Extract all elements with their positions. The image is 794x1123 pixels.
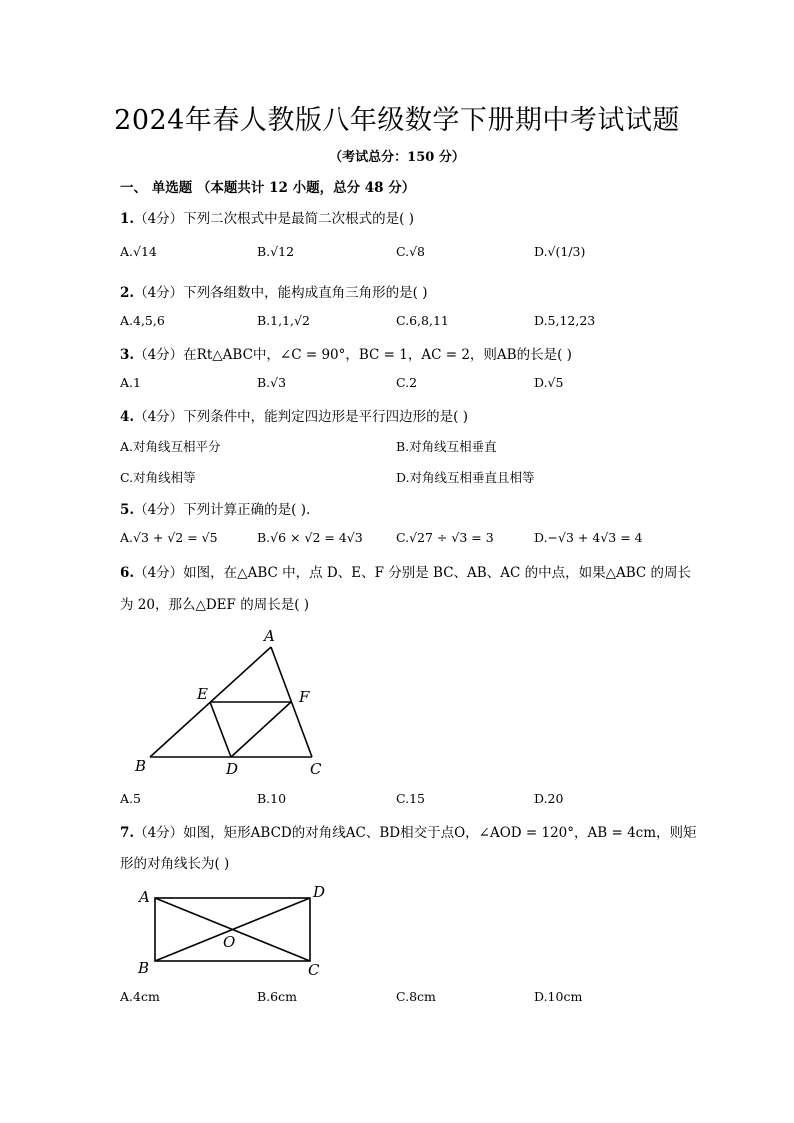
triangle-figure [130, 625, 345, 780]
question-text: （4分）在Rt△ABC中，∠C = 90°，BC = 1，AC = 2，则AB的长是( ) [134, 347, 572, 363]
option-c: C.√27 ÷ √3 = 3 [396, 530, 494, 545]
option-d: D.√(1/3) [534, 244, 586, 259]
question-7 [120, 821, 697, 841]
segment-ed [210, 702, 231, 757]
point-label-b: B [135, 757, 147, 775]
option-a: A.√14 [120, 244, 157, 259]
point-label-o: O [223, 933, 236, 951]
option-a: A.√3 + √2 = √5 [120, 530, 218, 545]
question-3 [120, 343, 572, 363]
option-c: C.对角线相等 [120, 470, 196, 485]
point-label-c: C [310, 760, 322, 778]
point-label-f: F [299, 688, 310, 706]
option-a: A.4cm [120, 989, 160, 1004]
question-text: （4分）如图，在△ABC 中，点 D、E、F 分别是 BC、AB、AC 的中点，如果△ABC 的周长 [134, 565, 691, 581]
point-label-a: A [264, 627, 275, 645]
point-label-a: A [139, 888, 150, 906]
option-d: D.20 [534, 791, 564, 806]
option-c: C.6,8,11 [396, 313, 449, 328]
question-2 [120, 281, 428, 301]
option-a: A.4,5,6 [120, 313, 165, 328]
option-a: A.1 [120, 375, 141, 390]
section-heading: 一、 单选题 （本题共计 12 小题，总分 48 分） [120, 180, 416, 196]
question-5 [120, 498, 310, 518]
question-6 [120, 561, 691, 581]
point-label-d: D [313, 883, 326, 901]
question-number: 7. [120, 825, 135, 841]
option-b: B.对角线互相垂直 [396, 439, 497, 454]
question-text: （4分）下列二次根式中是最简二次根式的是( ) [134, 211, 415, 227]
question-7-continued: 形的对角线长为( ) [120, 856, 230, 872]
page-title: 2024年春人教版八年级数学下册期中考试试题 [114, 105, 680, 136]
question-number: 2. [120, 285, 135, 301]
option-d: D.对角线互相垂直且相等 [396, 470, 535, 485]
option-c: C.15 [396, 791, 425, 806]
exam-total-score: （考试总分：150 分） [329, 150, 465, 165]
option-a: A.对角线互相平分 [120, 439, 221, 454]
option-b: B.1,1,√2 [257, 313, 310, 328]
point-label-c: C [308, 961, 320, 979]
question-number: 5. [120, 502, 135, 518]
question-text: （4分）下列条件中，能判定四边形是平行四边形的是( ) [134, 409, 469, 425]
option-b: B.√3 [257, 375, 287, 390]
option-b: B.10 [257, 791, 287, 806]
option-c: C.√8 [396, 244, 426, 259]
option-d: D.10cm [534, 989, 583, 1004]
question-text: （4分）下列计算正确的是( ). [134, 502, 311, 518]
question-number: 6. [120, 565, 135, 581]
question-1 [120, 207, 414, 227]
question-text: （4分）下列各组数中，能构成直角三角形的是( ) [134, 285, 428, 301]
question-number: 3. [120, 347, 135, 363]
option-b: B.√6 × √2 = 4√3 [257, 530, 363, 545]
question-6-continued: 为 20，那么△DEF 的周长是( ) [120, 597, 310, 613]
question-4 [120, 405, 468, 425]
option-c: C.8cm [396, 989, 436, 1004]
option-a: A.5 [120, 791, 141, 806]
point-label-d: D [226, 760, 239, 778]
point-label-b: B [138, 959, 150, 977]
option-d: D.√5 [534, 375, 564, 390]
question-number: 1. [120, 211, 135, 227]
question-text: （4分）如图，矩形ABCD的对角线AC、BD相交于点O，∠AOD = 120°，AB = 4cm，则矩 [134, 825, 697, 841]
option-b: B.√12 [257, 244, 295, 259]
option-d: D.−√3 + 4√3 = 4 [534, 530, 643, 545]
segment-fd [231, 702, 291, 757]
point-label-e: E [197, 685, 208, 703]
question-number: 4. [120, 409, 135, 425]
rectangle-figure [130, 880, 335, 980]
option-d: D.5,12,23 [534, 313, 596, 328]
option-c: C.2 [396, 375, 418, 390]
option-b: B.6cm [257, 989, 297, 1004]
